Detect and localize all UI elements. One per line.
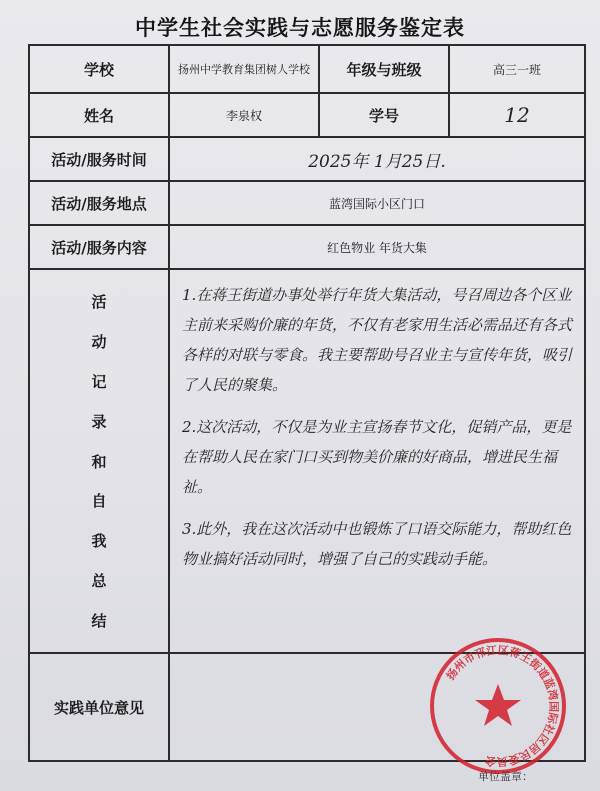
summary-content [169,269,585,653]
name-label: 姓名 [29,93,169,137]
summary-char: 活 [91,293,107,311]
content-value: 红色物业 年货大集 [169,225,585,269]
grade-label: 年级与班级 [319,45,449,93]
summary-char: 记 [91,372,107,391]
summary-char: 和 [91,452,107,471]
summary-vertical-label [30,291,168,631]
place-value: 蓝湾国际小区门口 [169,181,585,225]
official-stamp-icon [428,636,568,776]
row-content [29,225,585,269]
summary-paragraph-3: 3.此外，我在这次活动中也锻炼了口语交际能力，帮助红色物业搞好活动同时，增强了自己的实践动手能。 [182,520,572,568]
name-value: 李泉权 [169,93,319,137]
summary-char: 录 [91,412,107,431]
summary-paragraph-1: 1.在蒋王街道办事处举行年货大集活动，号召周边各个区业主前来采购价廉的年货，不仅有老家用生活必需品还有各式各样的对联与零食。我主要帮助号召业主与宣传年货，吸引了人民的聚集。 [182,286,573,394]
place-label: 活动/服务地点 [29,181,169,225]
summary-paragraph-2: 2.这次活动，不仅是为业主宣扬春节文化，促销产品，更是在帮助人民在家门口买到物美价廉的好商品，增进民生福祉。 [182,418,572,496]
row-school [29,45,585,93]
time-label: 活动/服务时间 [29,137,169,181]
summary-char: 总 [91,572,107,591]
time-value: 2025年 1月25日. [169,137,585,181]
content-label: 活动/服务内容 [29,225,169,269]
stamp-star-icon [475,684,521,726]
row-time [29,137,585,181]
opinion-label: 实践单位意见 [29,653,169,761]
form-title: 中学生社会实践与志愿服务鉴定表 [135,16,465,40]
summary-label-cell [29,269,169,653]
summary-char: 动 [91,332,107,351]
summary-char: 我 [91,532,107,551]
unit-seal-label: 单位盖章： [478,770,533,783]
summary-char: 结 [91,612,107,630]
row-name [29,93,585,137]
row-summary [29,269,585,653]
summary-char: 自 [91,492,107,511]
grade-value: 高三一班 [449,45,585,93]
id-label: 学号 [319,93,449,137]
row-place [29,181,585,225]
school-label: 学校 [29,45,169,93]
id-value: 12 [449,93,585,137]
school-value: 扬州中学教育集团树人学校 [169,45,319,93]
stamp-text: 扬州市邗江区蒋王街道蓝湾国际社区居民委员会 [443,643,561,769]
